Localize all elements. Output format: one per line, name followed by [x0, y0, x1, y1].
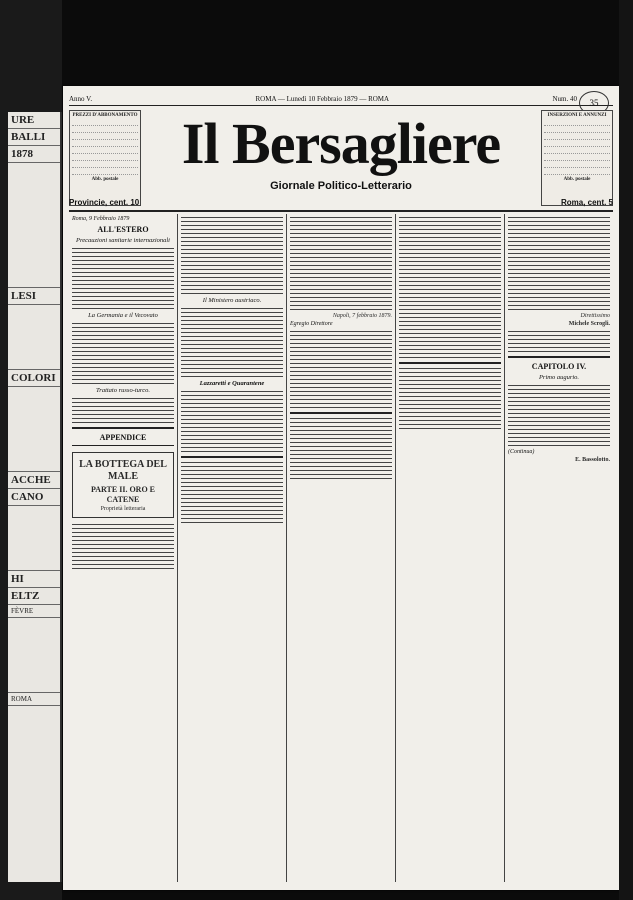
page-marker: 35	[579, 91, 609, 115]
column-signature-2: Michele Scrogli.	[568, 321, 610, 328]
newspaper-title: Il Bersagliere	[181, 111, 501, 176]
novel-title-box	[72, 452, 174, 518]
prev-line: HI	[8, 571, 60, 588]
subscription-box-foot: Abb. postale	[91, 177, 119, 182]
novel-title: LA BOTTEGA DEL MALE	[79, 459, 167, 483]
column-signature-1: Direttissimo	[580, 313, 610, 319]
prev-line: 1878	[8, 146, 60, 163]
scan-margin-right	[619, 0, 633, 900]
column-4	[395, 214, 504, 882]
prev-line: CANO	[8, 489, 60, 506]
issue-label: Anno V.	[69, 95, 93, 103]
prev-line: LESI	[8, 288, 60, 305]
prev-line: COLORI	[8, 370, 60, 387]
author-signature: E. Bassolotto.	[575, 456, 610, 463]
price-row	[69, 198, 613, 207]
issue-number: Num. 40	[552, 95, 577, 103]
continued-note: (Continua)	[508, 448, 535, 455]
letter-salutation: Egregio Direttore	[290, 321, 333, 328]
article-heading: La Germania e il Vecovato	[88, 312, 158, 320]
price-provinces: Provincie, cent. 10	[69, 198, 140, 207]
prev-line: BALLI	[8, 129, 60, 146]
masthead-rule	[69, 210, 613, 212]
novel-part: PARTE II. ORO E CATENE	[90, 485, 156, 505]
ads-box-title: INSERZIONI E ANNUNZI	[547, 113, 607, 118]
article-heading: Il Ministero austriaco.	[202, 297, 262, 304]
column-2	[177, 214, 286, 882]
appendix-heading: APPENDICE	[99, 433, 147, 443]
column-1	[69, 214, 177, 882]
prev-line: ELTZ	[8, 588, 60, 605]
letter-date: Napoli, 7 febbraio 1879.	[332, 313, 392, 319]
column-dateline: Roma, 9 Febbraio 1879	[72, 216, 130, 222]
article-columns	[69, 214, 613, 882]
section-heading: ALL'ESTERO	[97, 225, 149, 235]
column-3	[286, 214, 395, 882]
dateline: ROMA — Lunedì 10 Febbraio 1879 — ROMA	[255, 95, 390, 103]
adjacent-page-strip	[8, 112, 62, 882]
masthead	[63, 106, 619, 224]
newspaper-subtitle: Giornale Politico-Letterario	[270, 180, 412, 192]
prev-line: ROMA	[8, 693, 60, 706]
prev-line: ACCHE	[8, 472, 60, 489]
chapter-subtitle: Primo augurio.	[538, 373, 580, 381]
chapter-heading: CAPITOLO IV.	[531, 361, 587, 371]
article-heading: Precauzioni sanitarie internazionali	[75, 237, 170, 245]
subscription-box-title: PREZZI D'ABBONAMENTO	[72, 113, 138, 118]
ads-box-foot: Abb. postale	[563, 177, 591, 182]
prev-line: URE	[8, 112, 60, 129]
price-rome: Roma, cent. 5	[560, 198, 613, 207]
article-heading: Lazzaretti e Quarantene	[199, 380, 265, 387]
newspaper-page	[63, 86, 619, 890]
column-5	[504, 214, 613, 882]
novel-note: Proprietà letteraria	[100, 506, 146, 513]
article-heading: Trattato russo-turco.	[96, 387, 150, 395]
prev-line: FÈVRE	[8, 605, 60, 618]
header-line	[69, 93, 613, 106]
